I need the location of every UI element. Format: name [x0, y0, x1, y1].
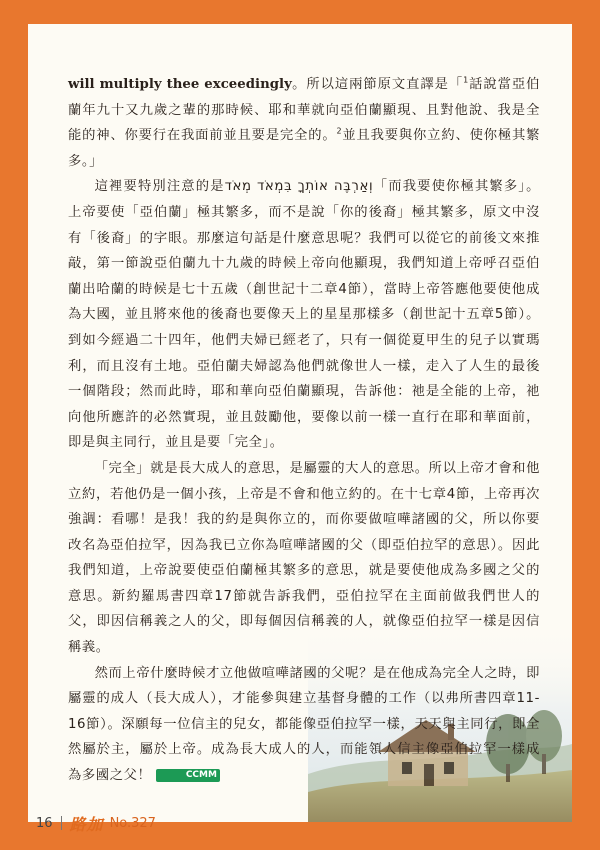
paragraph-2	[68, 174, 540, 456]
magazine-logo: 路加	[69, 814, 104, 834]
ccmm-badge: CCMM	[156, 769, 220, 782]
article-body	[68, 72, 540, 789]
page	[28, 24, 572, 822]
paragraph-4	[68, 661, 540, 789]
paragraph-4-text: 然而上帝什麼時候才立他做喧嘩諸國的父呢？是在他成為完全人之時，即屬靈的成人（長大成人），才能參與建立基督身體的工作（以弗所書四章11-16節）。深願每一位信主的兒女，都能像亞伯拉罕一樣，天天與主同行，即全然屬於主，屬於上帝。成為長大成人的人，而能領人信主像亞伯拉罕一樣成為多國之父！	[68, 665, 540, 784]
paragraph-3: 「完全」就是長大成人的意思，是屬靈的大人的意思。所以上帝才會和他立約，若他仍是一個小孩，上帝是不會和他立約的。在十七章4節，上帝再次強調：看哪！是我！我的約是與你立的，而你要做喧嘩諸國的父，所以你要改名為亞伯拉罕，因為我已立你為喧嘩諸國的父（即亞伯拉罕的意思）。因此我們知道，上帝說要使亞伯蘭極其繁多的意思，就是要使他成為多國之父的意思。新約羅馬書四章17節就告訴我們，亞伯拉罕在主面前做我們世人的父，即因信稱義之人的父，即每個因信稱義的人，就像亞伯拉罕一樣是因信稱義。	[68, 460, 540, 656]
paragraph-2-text-a: 這裡要特別注意的是	[94, 179, 225, 195]
hebrew-phrase: וְאַרְבֶּה אוֹתְךָ בִּמְאֹד מְאֹד	[224, 179, 374, 195]
page-border-top	[0, 0, 600, 24]
paragraph-2-text-b: 「而我要使你極其繁多」。上帝要使「亞伯蘭」極其繁多，而不是說「你的後裔」極其繁多，原文中沒有「後裔」的字眼。那麼這句話是什麼意思呢？我們可以從它的前後文來推敲，第一節說亞伯蘭九十九歲的時候上帝向他顯現，我們知道上帝呼召亞伯蘭出哈蘭的時候是七十五歲（創世記十二章4節），當時上帝答應他要使他成為大國，並且將來他的後裔也要像天上的星星那樣多（創世記十五章5節）。到如今經過二十四年，他們夫婦已經老了，只有一個從夏甲生的兒子以實瑪利，而且沒有土地。亞伯蘭夫婦認為他們就像世人一樣，走入了人生的最後一個階段；然而此時，耶和華向亞伯蘭顯現，告訴他：祂是全能的上帝，祂向他所應許的必然實現，並且鼓勵他，要像以前一樣一直行在耶和華面前，即是與主同行，並且是要「完全」。	[68, 179, 540, 451]
page-number: 16	[36, 815, 53, 831]
paragraph-1-text-b: 話說當亞伯蘭年九十又九歲之輩的那時候、耶和華就向亞伯蘭顯現、且對他說、我是全能的神、你要行在我面前並且要是完全的。	[68, 77, 540, 144]
page-border-right	[572, 0, 600, 850]
issue-number: No.327	[109, 815, 156, 831]
footer-divider	[61, 816, 62, 830]
footnote-marker-1: 1	[463, 75, 469, 85]
english-phrase: will multiply thee exceedingly	[68, 77, 292, 92]
footnote-marker-2: 2	[336, 126, 343, 136]
paragraph-1-text-c: 並且我要與你立約、使你極其繁多。」	[68, 128, 540, 169]
page-border-left	[0, 0, 28, 850]
paragraph-1	[68, 72, 540, 174]
page-footer	[36, 811, 156, 835]
paragraph-1-text-a: 。所以這兩節原文直譯是「	[291, 77, 464, 92]
